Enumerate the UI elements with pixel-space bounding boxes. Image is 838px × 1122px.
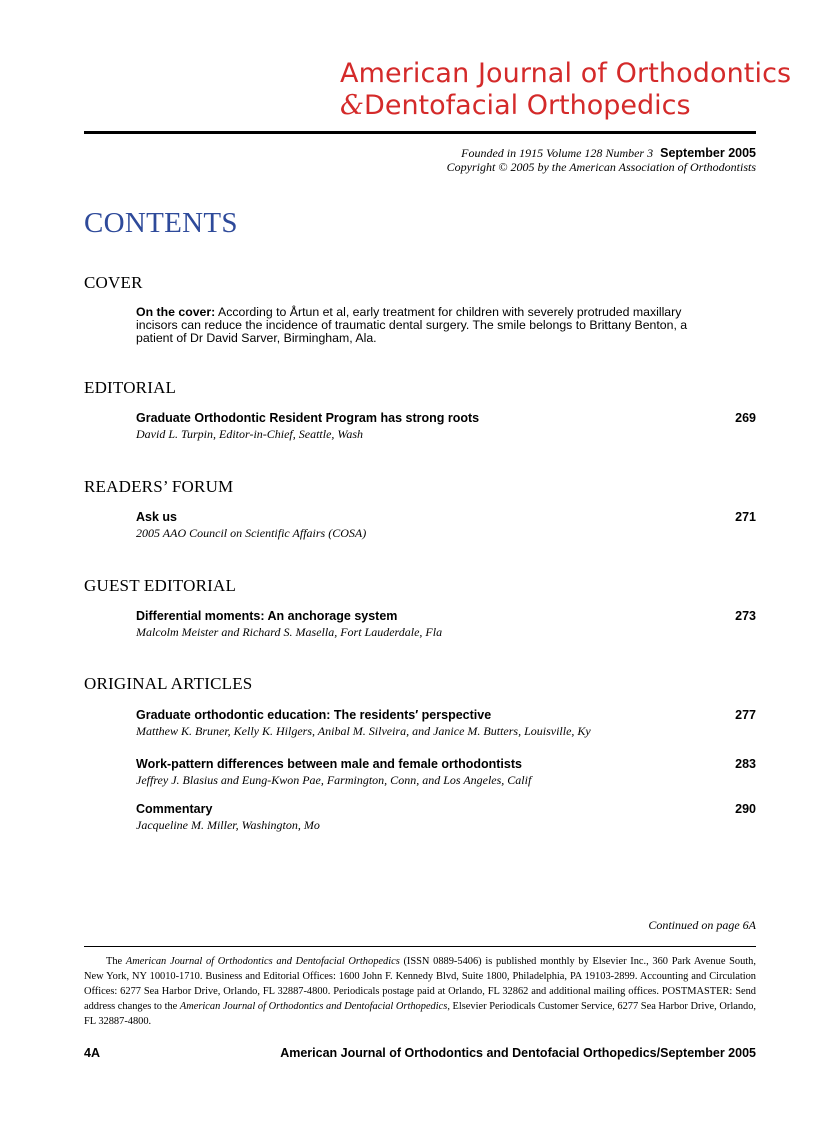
copyright: Copyright © 2005 by the American Association of Orthodontists	[446, 160, 756, 174]
journal-masthead	[340, 58, 792, 122]
section-heading-guest-editorial: GUEST EDITORIAL	[84, 576, 237, 595]
footnote-body-2: , Elsevier Periodicals Customer Service, 6277 Sea Harbor Drive, Orlando, FL 32887-4800.	[84, 1001, 757, 1027]
toc-entry[interactable]	[136, 510, 756, 541]
entry-authors: 2005 AAO Council on Scientific Affairs (COSA)	[136, 526, 367, 540]
volume: Volume 128	[546, 146, 603, 160]
toc-entry[interactable]	[136, 708, 756, 739]
section-heading-original-articles: ORIGINAL ARTICLES	[84, 674, 253, 693]
ampersand-logo: &	[340, 90, 365, 121]
toc-entry[interactable]	[136, 757, 756, 788]
footnote-rule	[84, 946, 756, 947]
toc-entry[interactable]	[136, 411, 756, 442]
entry-authors: Matthew K. Bruner, Kelly K. Hilgers, Anibal M. Silveira, and Janice M. Butters, Louisville, Ky	[136, 724, 591, 738]
footnote-the: The	[106, 956, 126, 967]
footnote-journal-name-2: American Journal of Orthodontics and Dentofacial Orthopedics	[179, 1001, 448, 1012]
entry-authors: Jacqueline M. Miller, Washington, Mo	[136, 818, 320, 832]
cover-lead: On the cover:	[136, 305, 216, 319]
cover-text: According to Årtun et al, early treatment for children with severely protruded maxillary incisors can reduce the incidence of traumatic dental surgery. The smile belongs to Brittany Benton, a patient of Dr David Sarver, Birmingham, Ala.	[136, 305, 688, 345]
contents-title: CONTENTS	[84, 207, 238, 239]
header-rule	[84, 131, 756, 134]
founded: Founded in 1915	[461, 146, 544, 160]
number: Number 3	[605, 146, 654, 160]
toc-entry[interactable]	[136, 802, 756, 833]
section-heading-cover: COVER	[84, 273, 143, 292]
entry-title[interactable]: Differential moments: An anchorage system	[136, 609, 398, 623]
masthead-line-2	[340, 90, 760, 122]
entry-title[interactable]: Work-pattern differences between male and female orthodontists	[136, 757, 522, 771]
entry-title[interactable]: Commentary	[136, 802, 213, 816]
publication-footnote	[84, 954, 756, 1029]
issue-info	[447, 146, 756, 174]
footnote-body-1: (ISSN 0889-5406) is published monthly by Elsevier Inc., 360 Park Avenue South, New York, NY 10010-1710. Business and Editorial Offices: 1600 John F. Kennedy Blvd, Suite 1800, Philadelphia, PA 19103-2899. Accounting and Circulation Offices: 6277 Sea Harbor Drive, Orlando, FL 32887-4800. Periodicals postage paid at Orlando, FL 32862 and additional mailing offices. POSTMASTER: Send address changes to the	[84, 956, 756, 1012]
page-number: 4A	[84, 1046, 100, 1060]
masthead-line-1: American Journal of Orthodontics	[340, 58, 792, 89]
masthead-line-2-text: Dentofacial Orthopedics	[364, 90, 691, 121]
entry-page: 273	[735, 609, 756, 623]
entry-authors: Malcolm Meister and Richard S. Masella, Fort Lauderdale, Fla	[136, 625, 443, 639]
entry-page: 283	[735, 757, 756, 771]
section-heading-editorial: EDITORIAL	[84, 378, 177, 397]
entry-title[interactable]: Graduate Orthodontic Resident Program has strong roots	[136, 411, 480, 425]
entry-page: 290	[735, 802, 756, 816]
footnote-journal-name: American Journal of Orthodontics and Dentofacial Orthopedics	[125, 956, 400, 967]
entry-page: 269	[735, 411, 756, 425]
continued-note[interactable]: Continued on page 6A	[648, 918, 756, 932]
footer-journal-line: American Journal of Orthodontics and Dentofacial Orthopedics/September 2005	[280, 1046, 756, 1060]
issue-date: September 2005	[660, 146, 756, 160]
entry-page: 271	[735, 510, 756, 524]
section-heading-readers-forum: READERS’ FORUM	[84, 477, 234, 496]
issue-line	[447, 146, 756, 160]
entry-page: 277	[735, 708, 756, 722]
entry-authors: David L. Turpin, Editor-in-Chief, Seattle, Wash	[136, 427, 363, 441]
entry-title[interactable]: Graduate orthodontic education: The residents′ perspective	[136, 708, 492, 722]
toc-entry[interactable]	[136, 609, 756, 640]
entry-authors: Jeffrey J. Blasius and Eung-Kwon Pae, Farmington, Conn, and Los Angeles, Calif	[136, 773, 532, 787]
cover-description	[136, 306, 696, 345]
entry-title[interactable]: Ask us	[136, 510, 177, 524]
